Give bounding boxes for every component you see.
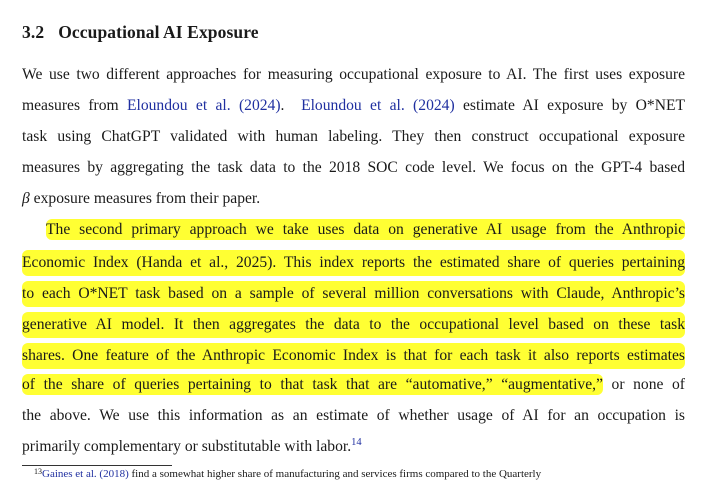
text-highlight: shares. One feature of the Anthropic Economic Index is that for each task it also reports estimates	[22, 343, 685, 369]
paragraph-line	[22, 281, 685, 303]
citation-link[interactable]: Eloundou et al. (2024)	[301, 97, 455, 114]
footnote-marker-link[interactable]: 14	[351, 437, 362, 448]
line-text: measures from	[22, 97, 127, 114]
paragraph-line: We use two different approaches for measuring occupational exposure to AI. The first uses exposure	[22, 66, 685, 83]
paragraph-line	[22, 312, 685, 334]
beta-symbol: β	[22, 190, 30, 207]
section-title: Occupational AI Exposure	[58, 22, 259, 42]
paragraph-line	[22, 343, 685, 365]
citation-link[interactable]: Eloundou et al. (2024)	[126, 97, 281, 114]
line-text: estimate AI exposure by O*NET	[454, 97, 686, 114]
paragraph-line	[22, 250, 685, 272]
paragraph-line: task using ChatGPT validated with human labeling. They then construct occupational exposure	[22, 128, 685, 145]
footnote-divider	[22, 465, 172, 466]
footnote	[34, 467, 685, 481]
paragraph-line: β exposure measures from their paper.	[22, 190, 261, 207]
citation-link[interactable]: Gaines et al. (2018)	[42, 468, 129, 480]
section-heading	[22, 22, 259, 43]
text-highlight: Economic Index (Handa et al., 2025). This index reports the estimated share of queries pertaining	[22, 250, 685, 276]
text-highlight: generative AI model. It then aggregates the data to the occupational level based on these task	[22, 312, 685, 338]
footnote-number: 13	[34, 467, 42, 476]
section-number: 3.2	[22, 22, 45, 42]
paragraph-line: primarily complementary or substitutable with labor.$^{14}$	[22, 437, 362, 455]
text-highlight: of the share of queries pertaining to that task that are “automative,” “augmentative,”	[22, 376, 603, 393]
text-highlight: The second primary approach we take uses data on generative AI usage from the Anthropic	[46, 221, 685, 238]
paragraph-line: measures from Eloundou et al. (2024). Eloundou et al. (2024) estimate AI exposure by O*NET	[22, 97, 686, 114]
footnote-text: find a somewhat higher share of manufacturing and services firms compared to the Quarterly	[128, 468, 542, 480]
paragraph-line: measures by aggregating the task data to the 2018 SOC code level. We focus on the GPT-4 based	[22, 159, 685, 176]
paragraph-line: the above. We use this information as an estimate of whether usage of AI for an occupation is	[22, 407, 685, 424]
paragraph-line: of the share of queries pertaining to that task that are “automative,” “augmentative,” or none of	[22, 376, 685, 393]
text-highlight: to each O*NET task based on a sample of several million conversations with Claude, Anthropic’s	[22, 281, 685, 307]
paragraph-line	[46, 219, 685, 241]
